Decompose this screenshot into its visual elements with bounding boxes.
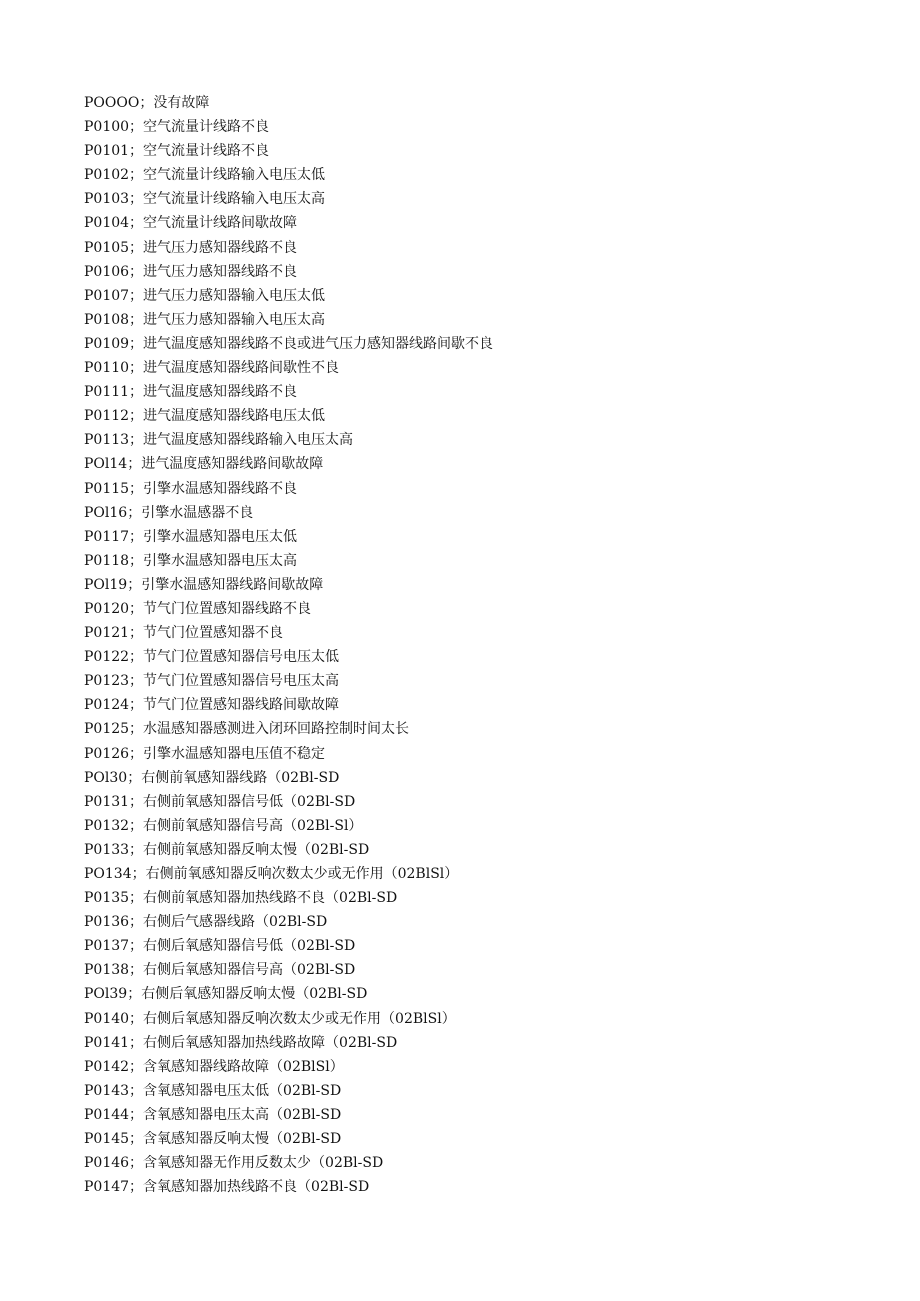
- fault-code-line: P0103；空气流量计线路输入电压太高: [84, 191, 326, 208]
- fault-code-line: P0107；进气压力感知器输入电压太低: [84, 287, 326, 304]
- fault-code-line: P0106；进气压力感知器线路不良: [84, 263, 298, 280]
- fault-code-line: P0138；右侧后氧感知器信号高（02Bl-SD: [84, 962, 356, 979]
- fault-code-line: P0118；引擎水温感知器电压太高: [84, 552, 298, 569]
- fault-code-line: P0123；节气门位置感知器信号电压太高: [84, 673, 340, 690]
- fault-code-line: P0135；右侧前氧感知器加热线路不良（02Bl-SD: [84, 890, 398, 907]
- fault-code-line: P0104；空气流量计线路间歇故障: [84, 215, 298, 232]
- fault-code-line: P0141；右侧后氧感知器加热线路故障（02Bl-SD: [84, 1034, 398, 1051]
- fault-code-line: P0147；含氧感知器加热线路不良（02Bl-SD: [84, 1179, 370, 1196]
- fault-code-line: POl39；右侧后氧感知器反响太慢（02Bl-SD: [84, 986, 368, 1003]
- fault-code-line: P0105；进气压力感知器线路不良: [84, 239, 298, 256]
- fault-code-line: P0108；进气压力感知器输入电压太高: [84, 311, 326, 328]
- fault-code-line: P0137；右侧后氧感知器信号低（02Bl-SD: [84, 938, 356, 955]
- fault-code-line: P0111；进气温度感知器线路不良: [84, 384, 298, 401]
- fault-code-line: P0115；引擎水温感知器线路不良: [84, 480, 298, 497]
- fault-code-line: POl19；引擎水温感知器线路间歇故障: [84, 576, 324, 593]
- fault-code-line: P0110；进气温度感知器线路间歇性不良: [84, 360, 340, 377]
- fault-code-line: P0136；右侧后气感器线路（02Bl-SD: [84, 914, 328, 931]
- fault-code-line: POl16；引擎水温感器不良: [84, 504, 254, 521]
- fault-code-line: P0126；引擎水温感知器电压值不稳定: [84, 745, 326, 762]
- fault-code-line: P0113；进气温度感知器线路输入电压太高: [84, 432, 354, 449]
- fault-code-line: P0112；进气温度感知器线路电压太低: [84, 408, 326, 425]
- fault-code-line: P0117；引擎水温感知器电压太低: [84, 528, 298, 545]
- fault-code-line: P0146；含氧感知器无作用反数太少（02Bl-SD: [84, 1155, 384, 1172]
- fault-code-line: P0144；含氧感知器电压太高（02Bl-SD: [84, 1106, 342, 1123]
- fault-code-line: P0142；含氧感知器线路故障（02BlSl）: [84, 1058, 344, 1075]
- fault-code-line: P0124；节气门位置感知器线路间歇故障: [84, 697, 340, 714]
- fault-code-line: P0100；空气流量计线路不良: [84, 119, 270, 136]
- fault-code-line: P0143；含氧感知器电压太低（02Bl-SD: [84, 1082, 342, 1099]
- fault-code-line: P0121；节气门位置感知器不良: [84, 625, 284, 642]
- fault-code-line: P0140；右侧后氧感知器反响次数太少或无作用（02BlSl）: [84, 1010, 456, 1027]
- fault-code-line: P0133；右侧前氧感知器反响太慢（02Bl-SD: [84, 841, 370, 858]
- fault-code-line: P0131；右侧前氧感知器信号低（02Bl-SD: [84, 793, 356, 810]
- fault-code-line: P0109；进气温度感知器线路不良或进气压力感知器线路间歇不良: [84, 335, 494, 352]
- fault-code-line: P0101；空气流量计线路不良: [84, 143, 270, 160]
- fault-code-line: P0120；节气门位置感知器线路不良: [84, 600, 312, 617]
- fault-code-list: [84, 91, 884, 1199]
- fault-code-line: P0102；空气流量计线路输入电压太低: [84, 167, 326, 184]
- fault-code-line: PO134；右侧前氧感知器反响次数太少或无作用（02BlSl）: [84, 866, 459, 882]
- fault-code-line: P0145；含氧感知器反响太慢（02Bl-SD: [84, 1131, 342, 1148]
- fault-code-line: P0132；右侧前氧感知器信号高（02Bl-Sl）: [84, 817, 363, 834]
- fault-code-line: P0125；水温感知器感测进入闭环回路控制时间太长: [84, 721, 410, 738]
- fault-code-line: POl30；右侧前氧感知器线路（02Bl-SD: [84, 769, 340, 786]
- fault-code-line: POOOO；没有故障: [84, 95, 210, 111]
- fault-code-line: P0122；节气门位置感知器信号电压太低: [84, 649, 340, 666]
- fault-code-line: POl14；进气温度感知器线路间歇故障: [84, 456, 324, 473]
